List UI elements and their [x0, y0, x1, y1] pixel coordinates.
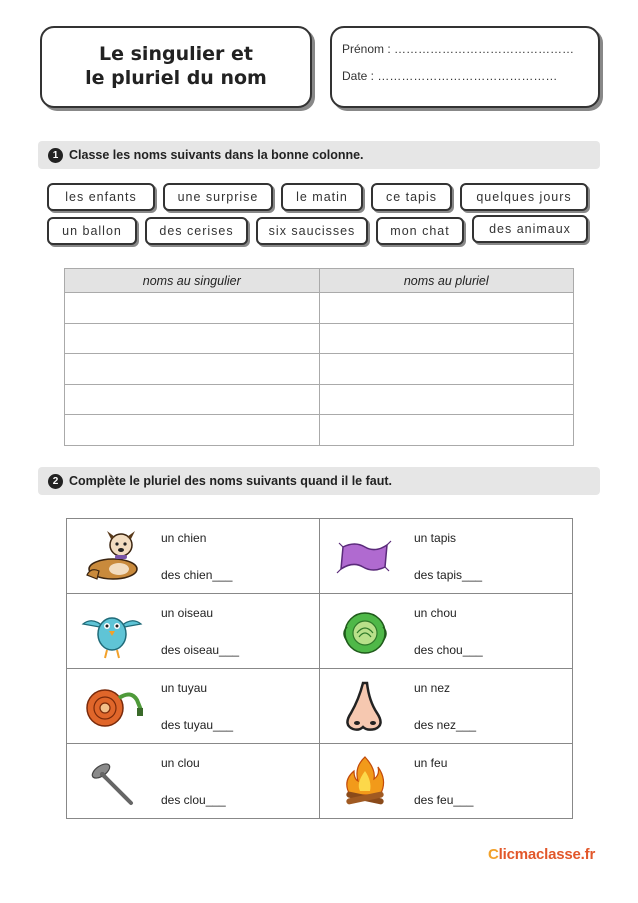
- answer-cell[interactable]: [65, 354, 320, 385]
- dog-icon: [75, 527, 149, 587]
- plural-item: [320, 669, 573, 744]
- singular-noun: un oiseau: [161, 606, 214, 620]
- answer-cell[interactable]: [65, 293, 320, 324]
- answer-cell[interactable]: [319, 323, 574, 354]
- title-box: [40, 26, 312, 108]
- plural-blank[interactable]: des oiseau___: [161, 643, 240, 657]
- sort-table: [64, 268, 574, 446]
- student-info-box: [330, 26, 600, 108]
- nail-icon: [75, 752, 149, 812]
- exercise2-header: [38, 467, 600, 495]
- singular-noun: un feu: [414, 756, 448, 770]
- answer-cell[interactable]: [319, 293, 574, 324]
- answer-cell[interactable]: [319, 384, 574, 415]
- page-title-line2: le pluriel du nom: [85, 67, 267, 89]
- word-chip[interactable]: six saucisses: [256, 217, 368, 245]
- word-chip[interactable]: ce tapis: [371, 183, 452, 211]
- plural-item: [67, 594, 320, 669]
- plural-blank[interactable]: des chien___: [161, 568, 233, 582]
- word-chip[interactable]: une surprise: [163, 183, 273, 211]
- exercise2-instruction: Complète le pluriel des noms suivants quand il le faut.: [69, 474, 392, 488]
- hose-icon: [75, 677, 149, 737]
- plural-item: [67, 744, 320, 819]
- exercise1-instruction: Classe les noms suivants dans la bonne colonne.: [69, 148, 364, 162]
- answer-cell[interactable]: [65, 384, 320, 415]
- answer-cell[interactable]: [65, 415, 320, 446]
- column-header-singular: noms au singulier: [65, 269, 320, 293]
- singular-noun: un clou: [161, 756, 200, 770]
- plural-item: [320, 594, 573, 669]
- word-chip[interactable]: quelques jours: [460, 183, 588, 211]
- answer-cell[interactable]: [65, 323, 320, 354]
- brand-initial: C: [488, 846, 499, 863]
- plural-blank[interactable]: des clou___: [161, 793, 226, 807]
- singular-noun: un tapis: [414, 531, 457, 545]
- page-title-line1: Le singulier et: [99, 43, 253, 66]
- singular-noun: un nez: [414, 681, 451, 695]
- plural-item: [320, 519, 573, 594]
- plural-item: [320, 744, 573, 819]
- word-chip[interactable]: les enfants: [47, 183, 155, 211]
- exercise1-header: [38, 141, 600, 169]
- plural-blank[interactable]: des feu___: [414, 793, 474, 807]
- brand-name: licmaclasse.fr: [498, 846, 596, 863]
- brand-logo: [488, 846, 595, 863]
- word-chip[interactable]: mon chat: [376, 217, 464, 245]
- nose-icon: [328, 677, 402, 737]
- plural-blank[interactable]: des chou___: [414, 643, 483, 657]
- singular-noun: un chou: [414, 606, 457, 620]
- cabbage-icon: [328, 602, 402, 662]
- plural-blank[interactable]: des tuyau___: [161, 718, 234, 732]
- word-chip[interactable]: des cerises: [145, 217, 248, 245]
- fire-icon: [328, 752, 402, 812]
- plural-blank[interactable]: des nez___: [414, 718, 477, 732]
- answer-cell[interactable]: [319, 415, 574, 446]
- word-chip[interactable]: des animaux: [472, 215, 588, 243]
- carpet-icon: [328, 527, 402, 587]
- word-chip[interactable]: un ballon: [47, 217, 137, 245]
- prenom-field[interactable]: Prénom : ………………………………………: [342, 42, 575, 56]
- exercise1-number: 1: [48, 148, 63, 163]
- exercise2-number: 2: [48, 474, 63, 489]
- plural-blank[interactable]: des tapis___: [414, 568, 483, 582]
- plural-table: [66, 518, 573, 819]
- plural-item: [67, 669, 320, 744]
- answer-cell[interactable]: [319, 354, 574, 385]
- plural-item: [67, 519, 320, 594]
- bird-icon: [75, 602, 149, 662]
- singular-noun: un tuyau: [161, 681, 208, 695]
- singular-noun: un chien: [161, 531, 207, 545]
- column-header-plural: noms au pluriel: [319, 269, 574, 293]
- word-chip[interactable]: le matin: [281, 183, 363, 211]
- date-field[interactable]: Date : ………………………………………: [342, 69, 558, 83]
